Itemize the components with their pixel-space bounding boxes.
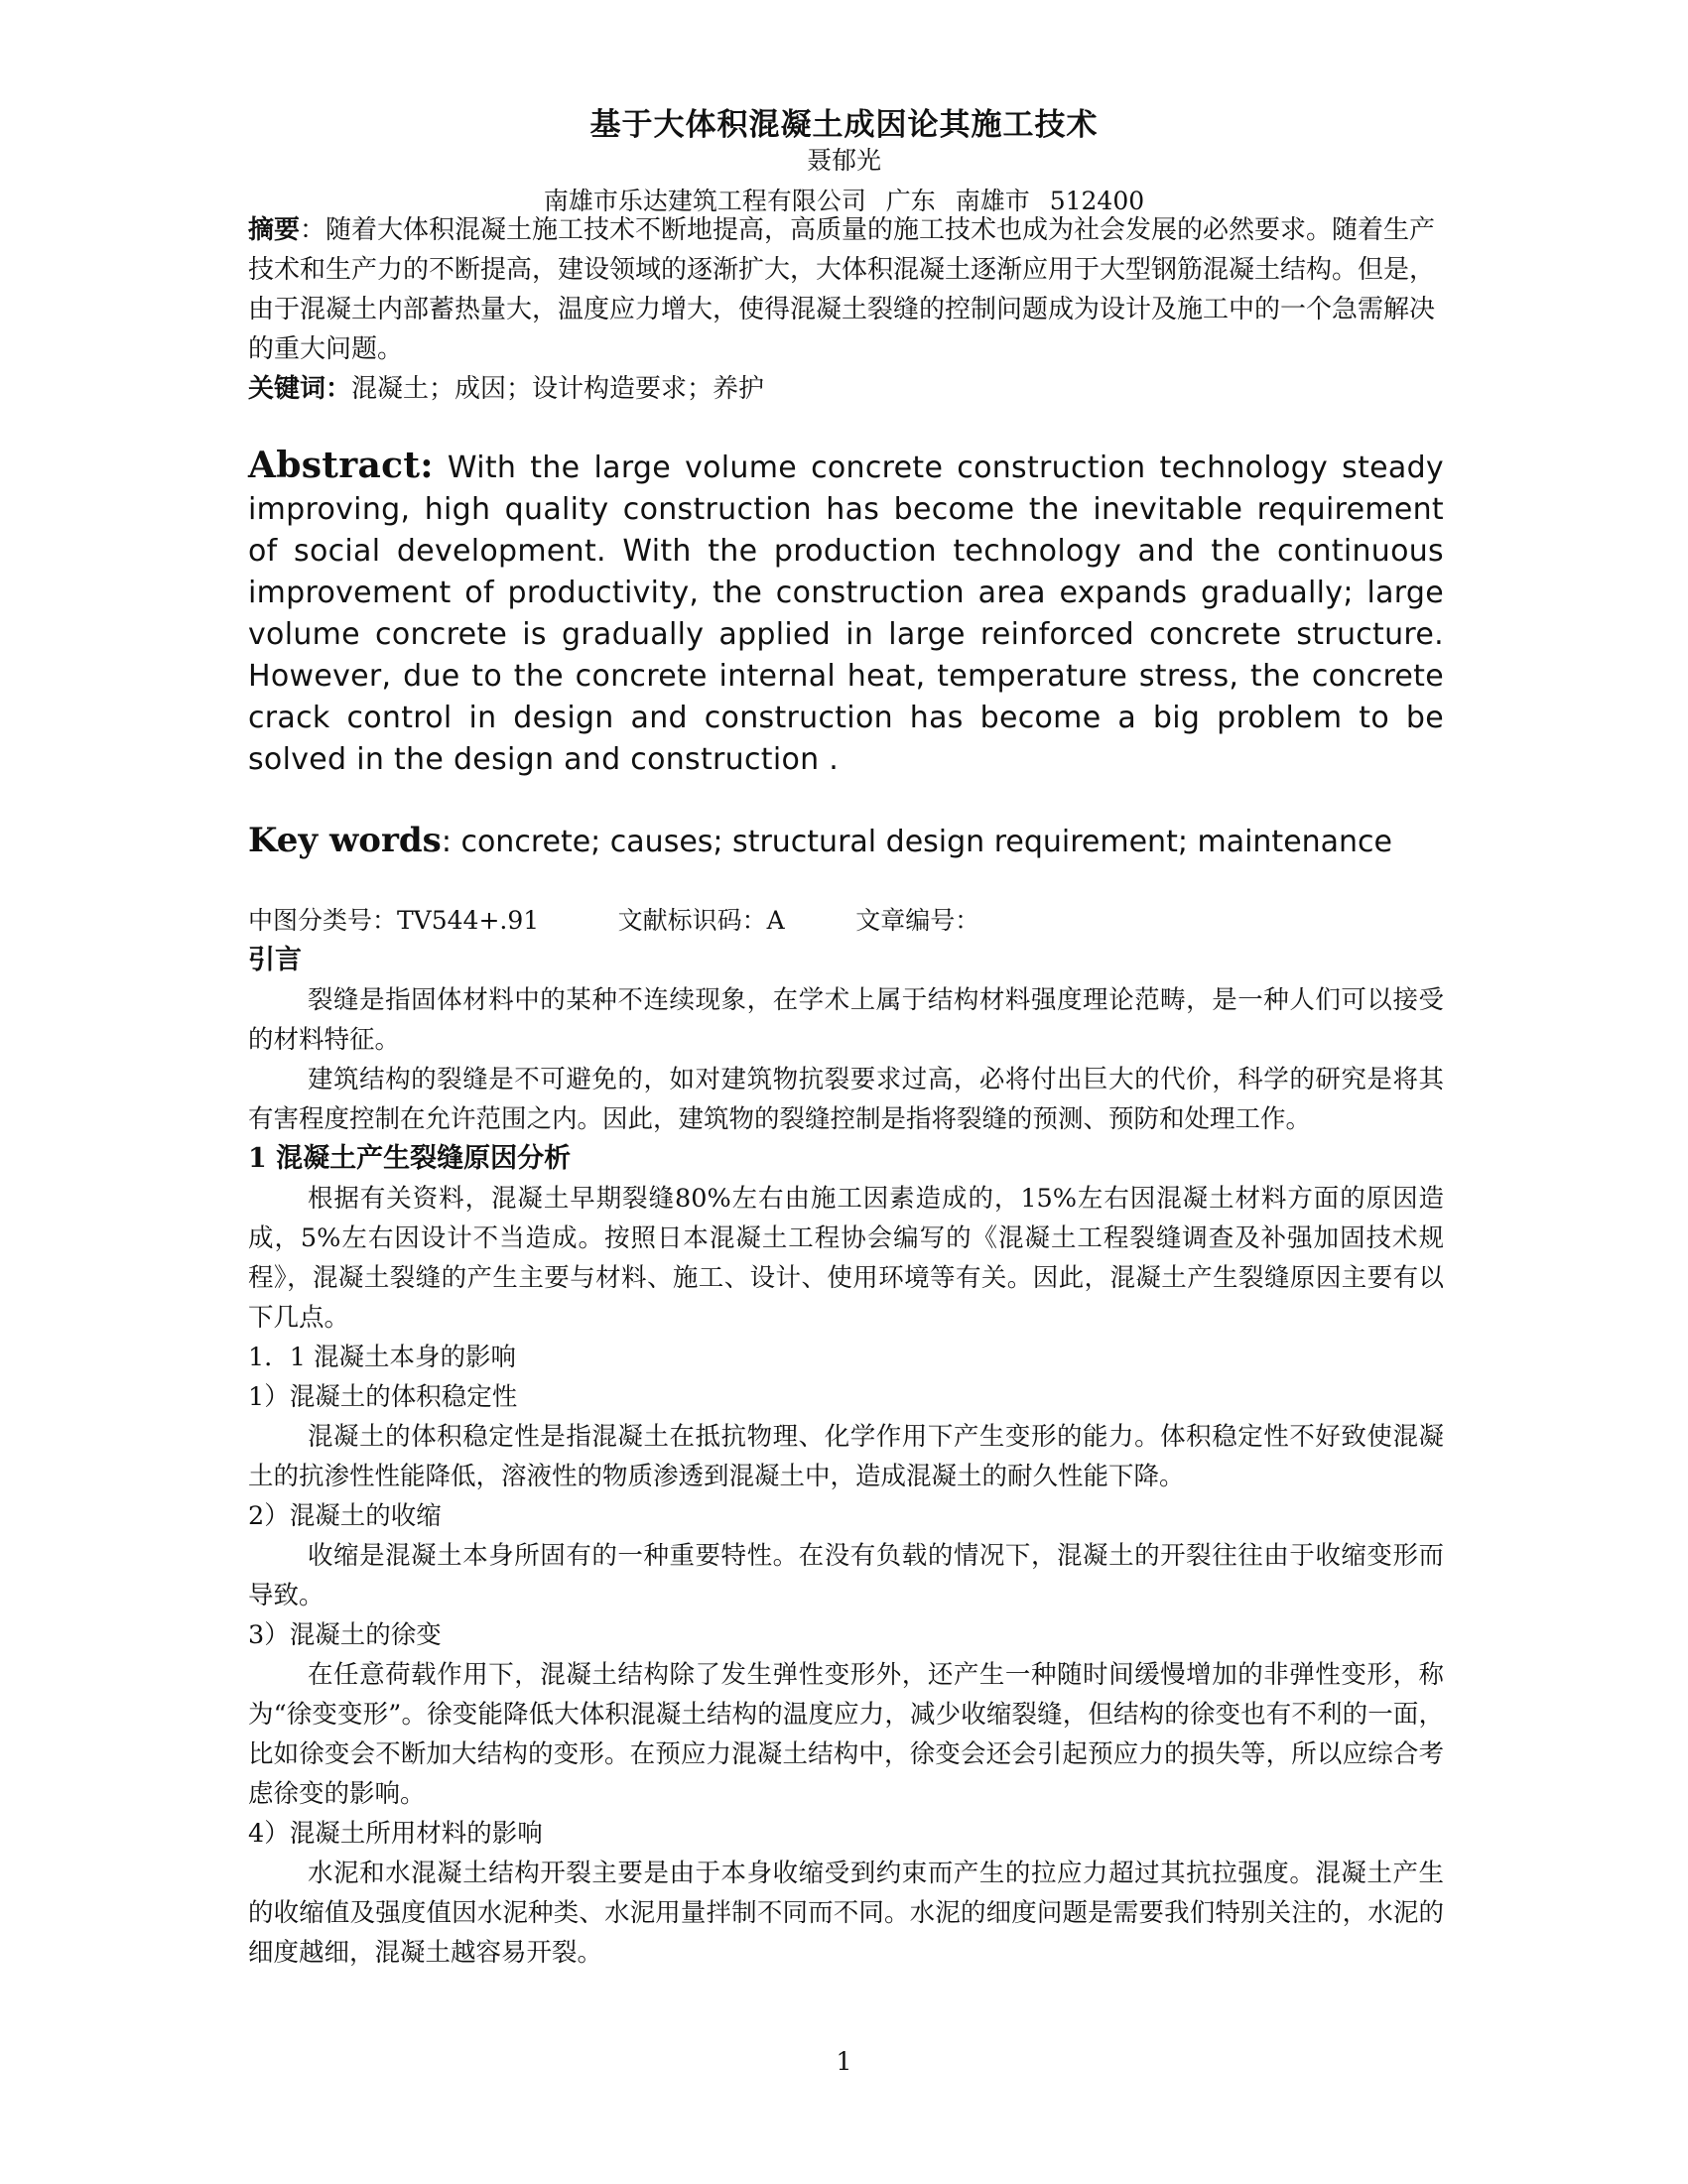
item-4-paragraph: 水泥和水混凝土结构开裂主要是由于本身收缩受到约束而产生的拉应力超过其抗拉强度。混凝土产生的收缩值及强度值因水泥种类、水泥用量拌制不同而不同。水泥的细度问题是需要我们特别关注的，水泥的细度越细，混凝土越容易开裂。 [248,1859,1444,1968]
author-affiliation: 南雄市乐达建筑工程有限公司 广东 南雄市 512400 [543,187,1145,215]
section-1-paragraph: 根据有关资料，混凝土早期裂缝80%左右由施工因素造成的，15%左右因混凝土材料方面的原因造成，5%左右因设计不当造成。按照日本混凝土工程协会编写的《混凝土工程裂缝调查及补强加固技术规程》，混凝土裂缝的产生主要与材料、施工、设计、使用环境等有关。因此，混凝土产生裂缝原因主要有以下几点。 [248,1184,1444,1333]
item-2-heading: 2）混凝土的收缩 [248,1501,442,1531]
keywords-en-label: Key words [248,821,442,860]
author-name: 聂郁光 [806,146,881,175]
keywords-cn-label: 关键词： [248,374,352,404]
chinese-keywords [248,369,1444,409]
english-keywords [248,820,1444,863]
abstract-cn-text: ：随着大体积混凝土施工技术不断地提高，高质量的施工技术也成为社会发展的必然要求。随着生产技术和生产力的不断提高，建设领域的逐渐扩大，大体积混凝土逐渐应用于大型钢筋混凝土结构。但是，由于混凝土内部蓄热量大，温度应力增大，使得混凝土裂缝的控制问题成为设计及施工中的一个急需解决的重大问题。 [248,215,1436,364]
abstract-en-text: With the large volume concrete construction technology steady improving, high quality construction has become the inevitable requirement of social development. With the production technology and the continuous improvement of productivity, the construction area expands gradually; large volume concrete is gradually applied in large reinforced concrete structure. However, due to the concrete internal heat, temperature stress, the concrete crack control in design and construction has become a big problem to be solved in the design and construction . [248,450,1444,777]
section-1-1-heading: 1．1 混凝土本身的影响 [248,1343,517,1372]
body-text [248,941,1444,1973]
section-1-heading: 1 混凝土产生裂缝原因分析 [248,1143,572,1174]
paper-title: 基于大体积混凝土成因论其施工技术 [589,107,1099,143]
item-3-paragraph: 在任意荷载作用下，混凝土结构除了发生弹性变形外，还产生一种随时间缓慢增加的非弹性变形，称为“徐变变形”。徐变能降低大体积混凝土结构的温度应力，减少收缩裂缝，但结构的徐变也有不利的一面，比如徐变会不断加大结构的变形。在预应力混凝土结构中，徐变会还会引起预应力的损失等，所以应综合考虑徐变的影响。 [248,1660,1444,1809]
keywords-en-text: : concrete; causes; structural design requirement; maintenance [441,825,1393,859]
item-1-heading: 1）混凝土的体积稳定性 [248,1382,518,1412]
classification-line: 中图分类号：TV544+.91 文献标识码：A 文章编号： [248,906,980,935]
english-abstract [248,445,1444,781]
abstract-cn-label: 摘要 [248,215,301,245]
item-2-paragraph: 收缩是混凝土本身所固有的一种重要特性。在没有负载的情况下，混凝土的开裂往往由于收缩变形而导致。 [248,1541,1444,1610]
intro-heading: 引言 [248,945,302,975]
item-1-paragraph: 混凝土的体积稳定性是指混凝土在抵抗物理、化学作用下产生变形的能力。体积稳定性不好致使混凝土的抗渗性性能降低，溶液性的物质渗透到混凝土中，造成混凝土的耐久性能下降。 [248,1422,1444,1491]
intro-paragraph-2: 建筑结构的裂缝是不可避免的，如对建筑物抗裂要求过高，必将付出巨大的代价，科学的研究是将其有害程度控制在允许范围之内。因此，建筑物的裂缝控制是指将裂缝的预测、预防和处理工作。 [248,1065,1444,1134]
keywords-cn-text: 混凝土；成因；设计构造要求；养护 [351,374,765,404]
intro-paragraph-1: 裂缝是指固体材料中的某种不连续现象，在学术上属于结构材料强度理论范畴，是一种人们可以接受的材料特征。 [248,985,1444,1055]
item-3-heading: 3）混凝土的徐变 [248,1620,442,1650]
item-4-heading: 4）混凝土所用材料的影响 [248,1819,543,1849]
page-number: 1 [836,2047,852,2076]
abstract-en-label: Abstract: [248,445,434,486]
chinese-abstract [248,210,1444,369]
